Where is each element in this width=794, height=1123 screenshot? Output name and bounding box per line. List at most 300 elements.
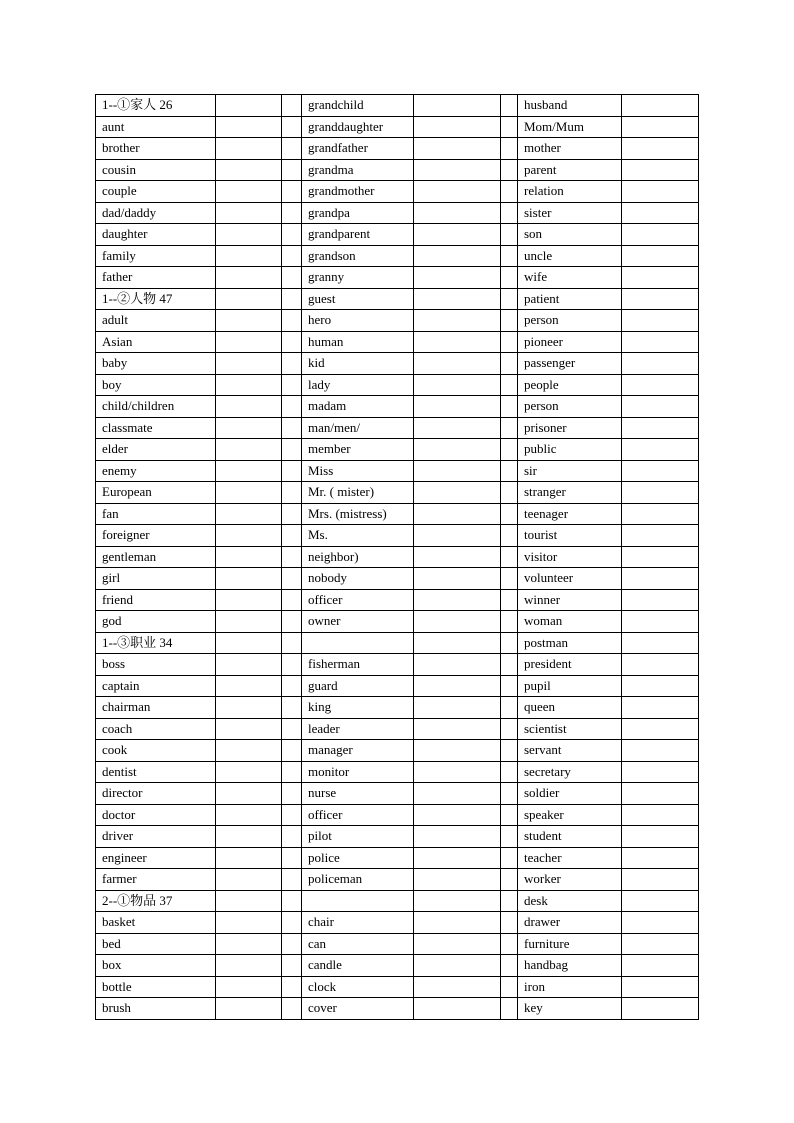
word-cell: adult [96,310,216,332]
spacer-cell [282,374,302,396]
spacer-cell [282,95,302,117]
word-cell: fisherman [302,654,414,676]
meaning-cell [414,396,501,418]
word-cell: 2--①物品 37 [96,890,216,912]
table-row [96,611,699,633]
word-cell: captain [96,675,216,697]
word-cell: brother [96,138,216,160]
word-cell: speaker [518,804,622,826]
meaning-cell [622,675,699,697]
word-cell: dad/daddy [96,202,216,224]
word-cell: manager [302,740,414,762]
spacer-cell [282,245,302,267]
word-cell: family [96,245,216,267]
meaning-cell [216,482,282,504]
word-cell: mother [518,138,622,160]
spacer-cell [501,245,518,267]
word-cell: father [96,267,216,289]
spacer-cell [282,589,302,611]
word-cell: drawer [518,912,622,934]
meaning-cell [622,697,699,719]
spacer-cell [282,740,302,762]
word-cell: box [96,955,216,977]
meaning-cell [622,181,699,203]
table-row [96,202,699,224]
word-cell: chairman [96,697,216,719]
spacer-cell [282,439,302,461]
table-row [96,697,699,719]
table-row [96,181,699,203]
word-cell: officer [302,804,414,826]
spacer-cell [282,804,302,826]
spacer-cell [501,740,518,762]
meaning-cell [622,525,699,547]
word-cell: grandparent [302,224,414,246]
table-row [96,632,699,654]
meaning-cell [414,181,501,203]
spacer-cell [282,138,302,160]
meaning-cell [216,632,282,654]
word-cell: servant [518,740,622,762]
table-row [96,761,699,783]
meaning-cell [414,460,501,482]
meaning-cell [622,331,699,353]
meaning-cell [622,224,699,246]
spacer-cell [501,159,518,181]
word-cell: nurse [302,783,414,805]
spacer-cell [501,654,518,676]
spacer-cell [282,654,302,676]
word-cell: policeman [302,869,414,891]
spacer-cell [282,761,302,783]
meaning-cell [414,847,501,869]
word-cell: cousin [96,159,216,181]
meaning-cell [414,525,501,547]
spacer-cell [282,396,302,418]
spacer-cell [501,288,518,310]
meaning-cell [414,331,501,353]
meaning-cell [622,288,699,310]
spacer-cell [501,417,518,439]
spacer-cell [501,525,518,547]
meaning-cell [216,804,282,826]
spacer-cell [501,353,518,375]
word-cell: person [518,310,622,332]
spacer-cell [501,976,518,998]
spacer-cell [282,159,302,181]
meaning-cell [216,202,282,224]
word-cell: doctor [96,804,216,826]
spacer-cell [501,718,518,740]
word-cell: prisoner [518,417,622,439]
table-row [96,869,699,891]
word-cell: couple [96,181,216,203]
word-cell: European [96,482,216,504]
spacer-cell [282,632,302,654]
spacer-cell [501,439,518,461]
spacer-cell [501,998,518,1020]
spacer-cell [282,353,302,375]
meaning-cell [414,869,501,891]
word-cell: tourist [518,525,622,547]
meaning-cell [622,654,699,676]
table-row [96,482,699,504]
meaning-cell [216,976,282,998]
meaning-cell [622,503,699,525]
meaning-cell [216,417,282,439]
word-cell: bed [96,933,216,955]
meaning-cell [216,847,282,869]
meaning-cell [414,138,501,160]
meaning-cell [622,95,699,117]
word-cell: grandmother [302,181,414,203]
meaning-cell [622,396,699,418]
meaning-cell [414,998,501,1020]
word-cell: husband [518,95,622,117]
meaning-cell [216,912,282,934]
meaning-cell [414,546,501,568]
spacer-cell [282,955,302,977]
meaning-cell [414,202,501,224]
table-row [96,589,699,611]
table-row [96,159,699,181]
meaning-cell [216,310,282,332]
spacer-cell [282,417,302,439]
table-row [96,439,699,461]
word-cell: guard [302,675,414,697]
spacer-cell [501,374,518,396]
meaning-cell [622,761,699,783]
word-cell: teenager [518,503,622,525]
meaning-cell [622,116,699,138]
word-cell: 1--②人物 47 [96,288,216,310]
word-cell: handbag [518,955,622,977]
meaning-cell [414,697,501,719]
spacer-cell [501,611,518,633]
table-row [96,890,699,912]
word-cell: monitor [302,761,414,783]
table-row [96,976,699,998]
table-row [96,417,699,439]
word-cell: gentleman [96,546,216,568]
spacer-cell [282,267,302,289]
table-row [96,998,699,1020]
meaning-cell [622,933,699,955]
meaning-cell [622,998,699,1020]
meaning-cell [414,890,501,912]
table-row [96,310,699,332]
spacer-cell [282,847,302,869]
meaning-cell [622,976,699,998]
spacer-cell [501,912,518,934]
meaning-cell [216,955,282,977]
meaning-cell [414,116,501,138]
word-cell: girl [96,568,216,590]
word-cell: basket [96,912,216,934]
spacer-cell [501,847,518,869]
meaning-cell [622,955,699,977]
word-cell: king [302,697,414,719]
spacer-cell [501,310,518,332]
meaning-cell [622,138,699,160]
word-cell: hero [302,310,414,332]
word-cell: boy [96,374,216,396]
spacer-cell [501,783,518,805]
meaning-cell [414,159,501,181]
meaning-cell [216,181,282,203]
meaning-cell [216,783,282,805]
spacer-cell [282,331,302,353]
meaning-cell [216,224,282,246]
meaning-cell [216,761,282,783]
spacer-cell [282,310,302,332]
spacer-cell [501,761,518,783]
meaning-cell [216,116,282,138]
word-cell: aunt [96,116,216,138]
word-cell: lady [302,374,414,396]
meaning-cell [216,245,282,267]
spacer-cell [282,460,302,482]
word-cell: brush [96,998,216,1020]
word-cell: queen [518,697,622,719]
meaning-cell [622,460,699,482]
table-row [96,912,699,934]
table-row [96,245,699,267]
meaning-cell [216,933,282,955]
word-cell: Miss [302,460,414,482]
table-row [96,546,699,568]
word-cell: classmate [96,417,216,439]
meaning-cell [414,632,501,654]
meaning-cell [622,353,699,375]
table-row [96,933,699,955]
table-row [96,138,699,160]
meaning-cell [216,95,282,117]
word-cell: cook [96,740,216,762]
meaning-cell [622,890,699,912]
meaning-cell [216,675,282,697]
word-cell: 1--①家人 26 [96,95,216,117]
meaning-cell [216,697,282,719]
word-cell: furniture [518,933,622,955]
table-row [96,288,699,310]
meaning-cell [414,95,501,117]
word-cell: child/children [96,396,216,418]
table-row [96,955,699,977]
word-cell: can [302,933,414,955]
spacer-cell [282,224,302,246]
spacer-cell [282,933,302,955]
meaning-cell [414,804,501,826]
word-cell: pioneer [518,331,622,353]
word-cell: pilot [302,826,414,848]
meaning-cell [622,439,699,461]
meaning-cell [216,718,282,740]
word-cell: dentist [96,761,216,783]
word-cell: director [96,783,216,805]
word-cell [302,632,414,654]
word-cell: nobody [302,568,414,590]
spacer-cell [501,804,518,826]
vocabulary-table-body [96,95,699,1020]
spacer-cell [501,503,518,525]
spacer-cell [501,267,518,289]
spacer-cell [501,396,518,418]
word-cell: clock [302,976,414,998]
word-cell: worker [518,869,622,891]
table-row [96,460,699,482]
word-cell: sister [518,202,622,224]
spacer-cell [501,138,518,160]
spacer-cell [282,976,302,998]
meaning-cell [414,761,501,783]
spacer-cell [501,116,518,138]
meaning-cell [414,482,501,504]
word-cell: cover [302,998,414,1020]
meaning-cell [414,310,501,332]
meaning-cell [216,525,282,547]
word-cell: driver [96,826,216,848]
meaning-cell [622,568,699,590]
table-row [96,826,699,848]
table-row [96,95,699,117]
meaning-cell [216,159,282,181]
meaning-cell [414,353,501,375]
word-cell: Asian [96,331,216,353]
word-cell [302,890,414,912]
meaning-cell [622,245,699,267]
word-cell: grandfather [302,138,414,160]
word-cell: granddaughter [302,116,414,138]
table-row [96,718,699,740]
spacer-cell [282,675,302,697]
meaning-cell [216,740,282,762]
table-row [96,525,699,547]
table-row [96,675,699,697]
word-cell: 1--③职业 34 [96,632,216,654]
spacer-cell [282,912,302,934]
word-cell: elder [96,439,216,461]
spacer-cell [501,589,518,611]
meaning-cell [414,374,501,396]
word-cell: farmer [96,869,216,891]
meaning-cell [622,912,699,934]
meaning-cell [622,718,699,740]
word-cell: officer [302,589,414,611]
word-cell: police [302,847,414,869]
spacer-cell [282,718,302,740]
word-cell: visitor [518,546,622,568]
spacer-cell [282,202,302,224]
meaning-cell [622,202,699,224]
meaning-cell [216,288,282,310]
spacer-cell [282,546,302,568]
meaning-cell [414,654,501,676]
word-cell: guest [302,288,414,310]
meaning-cell [216,331,282,353]
meaning-cell [414,933,501,955]
word-cell: enemy [96,460,216,482]
meaning-cell [622,869,699,891]
word-cell: Mrs. (mistress) [302,503,414,525]
meaning-cell [216,460,282,482]
word-cell: president [518,654,622,676]
word-cell: volunteer [518,568,622,590]
meaning-cell [216,611,282,633]
meaning-cell [414,589,501,611]
meaning-cell [216,396,282,418]
spacer-cell [501,224,518,246]
spacer-cell [501,632,518,654]
meaning-cell [414,439,501,461]
meaning-cell [414,718,501,740]
table-row [96,374,699,396]
meaning-cell [414,783,501,805]
word-cell: iron [518,976,622,998]
meaning-cell [414,224,501,246]
spacer-cell [501,675,518,697]
meaning-cell [414,568,501,590]
meaning-cell [414,503,501,525]
spacer-cell [282,525,302,547]
word-cell: postman [518,632,622,654]
meaning-cell [622,847,699,869]
word-cell: winner [518,589,622,611]
word-cell: coach [96,718,216,740]
meaning-cell [622,804,699,826]
word-cell: sir [518,460,622,482]
spacer-cell [501,869,518,891]
meaning-cell [622,589,699,611]
word-cell: human [302,331,414,353]
word-cell: neighbor) [302,546,414,568]
word-cell: granny [302,267,414,289]
table-row [96,740,699,762]
word-cell: stranger [518,482,622,504]
word-cell: madam [302,396,414,418]
spacer-cell [282,826,302,848]
meaning-cell [414,417,501,439]
table-row [96,267,699,289]
word-cell: grandma [302,159,414,181]
meaning-cell [216,654,282,676]
meaning-cell [414,267,501,289]
spacer-cell [501,331,518,353]
table-row [96,331,699,353]
word-cell: son [518,224,622,246]
meaning-cell [216,439,282,461]
table-row [96,503,699,525]
spacer-cell [501,181,518,203]
word-cell: grandson [302,245,414,267]
meaning-cell [414,826,501,848]
meaning-cell [622,783,699,805]
table-row [96,396,699,418]
spacer-cell [282,288,302,310]
spacer-cell [501,955,518,977]
spacer-cell [501,482,518,504]
spacer-cell [501,568,518,590]
spacer-cell [282,869,302,891]
spacer-cell [282,482,302,504]
meaning-cell [414,675,501,697]
meaning-cell [414,955,501,977]
meaning-cell [216,568,282,590]
spacer-cell [282,181,302,203]
meaning-cell [622,374,699,396]
word-cell: engineer [96,847,216,869]
word-cell: person [518,396,622,418]
